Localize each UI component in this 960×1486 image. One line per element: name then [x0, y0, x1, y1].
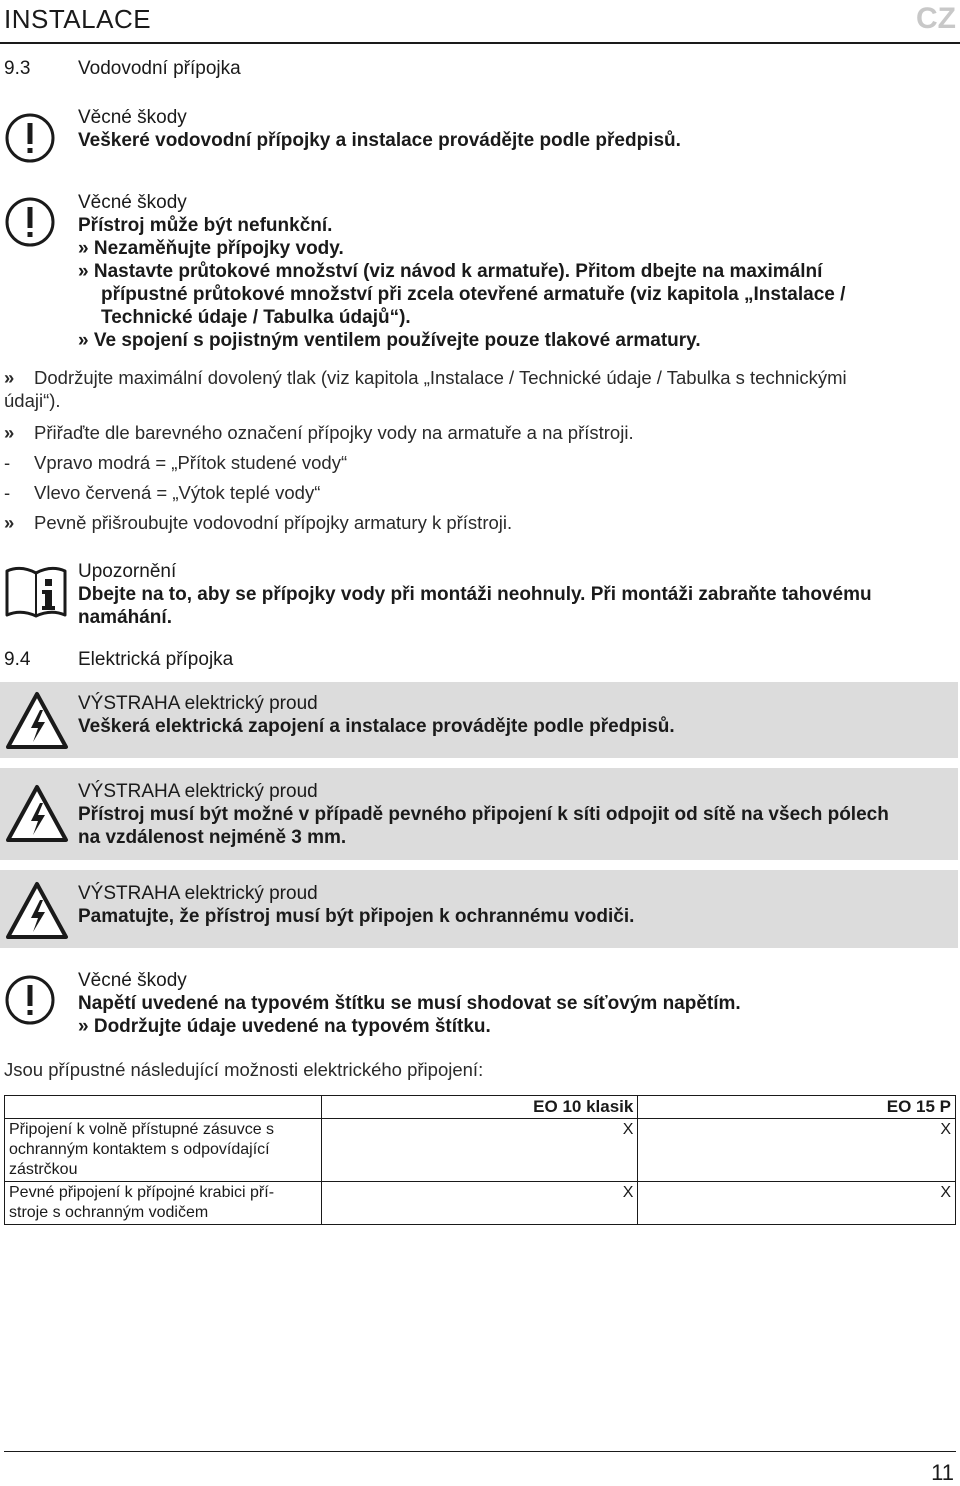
footer-rule	[4, 1451, 956, 1452]
table-row-label	[5, 1182, 322, 1225]
bullet-marker: »	[4, 512, 15, 533]
info-notice	[78, 560, 872, 629]
warning-text: na vzdálenost nejméně 3 mm.	[78, 827, 347, 848]
notice-title: Věcné škody	[78, 970, 187, 991]
warning-title: VÝSTRAHA elektrický proud	[78, 693, 318, 714]
notice-title: Upozornění	[78, 561, 177, 582]
list-item	[4, 451, 347, 474]
manual-info-icon	[4, 563, 68, 619]
notice-instruction: » Ve spojení s pojistným ventilem používejte pouze tlakové armatury.	[78, 330, 701, 351]
electric-hazard-icon	[4, 880, 70, 942]
property-damage-notice	[78, 969, 741, 1038]
warning-title: VÝSTRAHA elektrický proud	[78, 781, 318, 802]
caution-icon	[4, 112, 56, 164]
notice-instruction-cont: Technické údaje / Tabulka údajů“).	[101, 307, 411, 328]
table-cell: X	[638, 1119, 956, 1182]
section-number: 9.4	[4, 649, 31, 670]
bullet-marker: »	[4, 422, 15, 443]
notice-text: Veškeré vodovodní přípojky a instalace provádějte podle předpisů.	[78, 130, 681, 151]
notice-text: Napětí uvedené na typovém štítku se musí shodovat se síťovým napětím.	[78, 993, 741, 1014]
section-title: Vodovodní přípojka	[78, 58, 241, 79]
warning-text: Přístroj musí být možné v případě pevného připojení k síti odpojit od sítě na všech pólech	[78, 804, 889, 825]
instruction-text: údaji“).	[4, 390, 61, 411]
table-header-cell: EO 10 klasik	[321, 1096, 638, 1119]
bullet-marker: »	[4, 367, 15, 388]
table-header-cell: EO 15 P	[638, 1096, 956, 1119]
notice-instruction-cont: přípustné průtokové množství při zcela otevřené armatuře (viz kapitola „Instalace /	[101, 284, 846, 305]
section-number: 9.3	[4, 58, 31, 79]
notice-instruction: » Nezaměňujte přípojky vody.	[78, 238, 344, 259]
table-header-cell	[5, 1096, 322, 1119]
table-cell: X	[321, 1119, 638, 1182]
page-header-title: INSTALACE	[4, 4, 152, 34]
instruction-item-cont	[4, 389, 61, 412]
instruction-text: Dodržujte maximální dovolený tlak (viz kapitola „Instalace / Technické údaje / Tabulka s technickými	[34, 367, 847, 388]
notice-text: namáhání.	[78, 607, 172, 628]
electric-warning	[78, 780, 889, 849]
dash-marker: -	[4, 452, 11, 473]
property-damage-notice	[78, 191, 845, 352]
table-row	[5, 1119, 956, 1182]
instruction-item	[4, 511, 512, 534]
table-row-label-line: stroje s ochranným vodičem	[9, 1204, 209, 1221]
notice-text: Dbejte na to, aby se přípojky vody při montáži neohnuly. Při montáži zabraňte tahovému	[78, 584, 872, 605]
table-row-label-line: Připojení k volně přístupné zásuvce s	[9, 1121, 275, 1138]
table-row-label-line: ochranným kontaktem s odpovídající	[9, 1141, 270, 1158]
electric-warning	[78, 692, 675, 738]
instruction-text: Přiřaďte dle barevného označení přípojky vody na armatuře a na přístroji.	[34, 422, 634, 443]
notice-instruction: » Dodržujte údaje uvedené na typovém štítku.	[78, 1016, 491, 1037]
table-row	[5, 1182, 956, 1225]
header-rule	[0, 42, 960, 44]
instruction-item	[4, 421, 634, 444]
language-code: CZ	[916, 2, 956, 35]
connection-options-table	[4, 1095, 956, 1225]
caution-icon	[4, 196, 56, 248]
notice-title: Věcné škody	[78, 192, 187, 213]
table-header-row	[5, 1096, 956, 1119]
table-cell: X	[321, 1182, 638, 1225]
table-cell: X	[638, 1182, 956, 1225]
table-row-label-line: zástrčkou	[9, 1161, 78, 1178]
table-intro: Jsou přípustné následující možnosti elektrického připojení:	[4, 1059, 484, 1080]
electric-hazard-icon	[4, 783, 70, 845]
list-item-text: Vlevo červená = „Výtok teplé vody“	[34, 482, 321, 503]
warning-text: Pamatujte, že přístroj musí být připojen k ochrannému vodiči.	[78, 906, 635, 927]
notice-title: Věcné škody	[78, 107, 187, 128]
page-number: 11	[931, 1460, 954, 1485]
table-row-label-line: Pevné připojení k přípojné krabici pří-	[9, 1184, 275, 1201]
list-item	[4, 481, 320, 504]
dash-marker: -	[4, 482, 11, 503]
warning-text: Veškerá elektrická zapojení a instalace provádějte podle předpisů.	[78, 716, 675, 737]
warning-title: VÝSTRAHA elektrický proud	[78, 883, 318, 904]
notice-text: Přístroj může být nefunkční.	[78, 215, 333, 236]
electric-warning	[78, 882, 634, 928]
notice-instruction: » Nastavte průtokové množství (viz návod k armatuře). Přitom dbejte na maximální	[78, 261, 823, 282]
caution-icon	[4, 974, 56, 1026]
electric-hazard-icon	[4, 690, 70, 752]
instruction-text: Pevně přišroubujte vodovodní přípojky armatury k přístroji.	[34, 512, 513, 533]
section-title: Elektrická přípojka	[78, 649, 234, 670]
instruction-item	[4, 366, 847, 389]
property-damage-notice	[78, 106, 681, 152]
table-row-label	[5, 1119, 322, 1182]
list-item-text: Vpravo modrá = „Přítok studené vody“	[34, 452, 348, 473]
